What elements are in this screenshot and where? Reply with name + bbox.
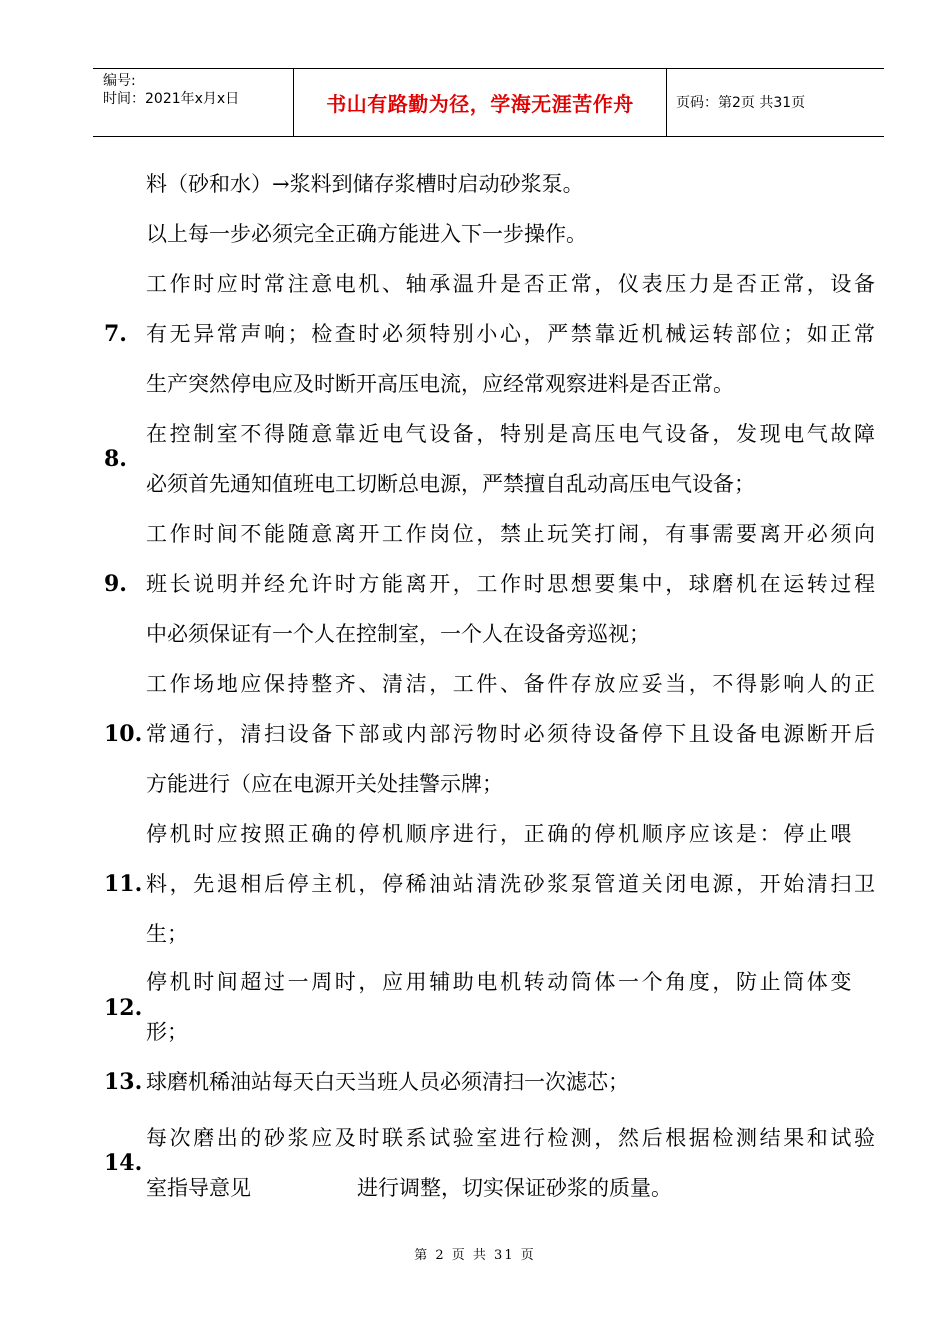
text-line: 有无异常声响；检查时必须特别小心，严禁靠近机械运转部位；如正常 xyxy=(146,322,878,346)
text-segment: 室指导意见 xyxy=(146,1176,251,1200)
item-number: 9. xyxy=(104,571,127,597)
item-number: 12. xyxy=(104,995,143,1021)
document-time-label: 时间：2021年x月x日 xyxy=(103,91,240,107)
text-line-split xyxy=(146,1176,672,1200)
text-line: 必须首先通知值班电工切断总电源，严禁擅自乱动高压电气设备； xyxy=(146,472,755,496)
text-line: 停机时间超过一周时，应用辅助电机转动筒体一个角度，防止筒体变 xyxy=(146,970,854,994)
text-segment: 进行调整，切实保证砂浆的质量。 xyxy=(357,1176,672,1200)
text-line: 生； xyxy=(146,922,188,946)
text-line: 工作场地应保持整齐、清洁，工件、备件存放应妥当，不得影响人的正 xyxy=(146,672,878,696)
text-line: 每次磨出的砂浆应及时联系试验室进行检测，然后根据检测结果和试验 xyxy=(146,1126,878,1150)
text-line: 料（砂和水）→浆料到储存浆槽时启动砂浆泵。 xyxy=(146,172,584,196)
text-line: 方能进行（应在电源开关处挂警示牌； xyxy=(146,772,503,796)
item-number: 14. xyxy=(104,1150,143,1176)
item-number: 11. xyxy=(104,871,143,897)
document-number-label: 编号: xyxy=(103,73,136,89)
text-line: 工作时应时常注意电机、轴承温升是否正常，仪表压力是否正常，设备 xyxy=(146,272,878,296)
text-line: 工作时间不能随意离开工作岗位，禁止玩笑打闹，有事需要离开必须向 xyxy=(146,522,878,546)
text-line: 球磨机稀油站每天白天当班人员必须清扫一次滤芯； xyxy=(146,1070,629,1094)
text-line: 中必须保证有一个人在控制室，一个人在设备旁巡视； xyxy=(146,622,650,646)
item-number: 13. xyxy=(104,1069,143,1095)
text-line: 以上每一步必须完全正确方能进入下一步操作。 xyxy=(146,222,587,246)
item-number: 10. xyxy=(104,721,143,747)
item-number: 8. xyxy=(104,446,127,472)
page-footer: 第 2 页 共 31 页 xyxy=(414,1248,536,1263)
text-line: 生产突然停电应及时断开高压电流，应经常观察进料是否正常。 xyxy=(146,372,734,396)
text-line: 形； xyxy=(146,1020,188,1044)
text-line: 班长说明并经允许时方能离开，工作时思想要集中，球磨机在运转过程 xyxy=(146,572,878,596)
text-line: 在控制室不得随意靠近电气设备，特别是高压电气设备，发现电气故障 xyxy=(146,422,878,446)
text-line: 料，先退相后停主机，停稀油站清洗砂浆泵管道关闭电源，开始清扫卫 xyxy=(146,872,878,896)
text-line: 停机时应按照正确的停机顺序进行，正确的停机顺序应该是：停止喂 xyxy=(146,822,854,846)
text-line: 常通行，清扫设备下部或内部污物时必须待设备停下且设备电源断开后 xyxy=(146,722,878,746)
header-page-label: 页码：第2页 共31页 xyxy=(676,94,806,111)
item-number: 7. xyxy=(104,321,127,347)
header-motto: 书山有路勤为径，学海无涯苦作舟 xyxy=(326,92,634,116)
